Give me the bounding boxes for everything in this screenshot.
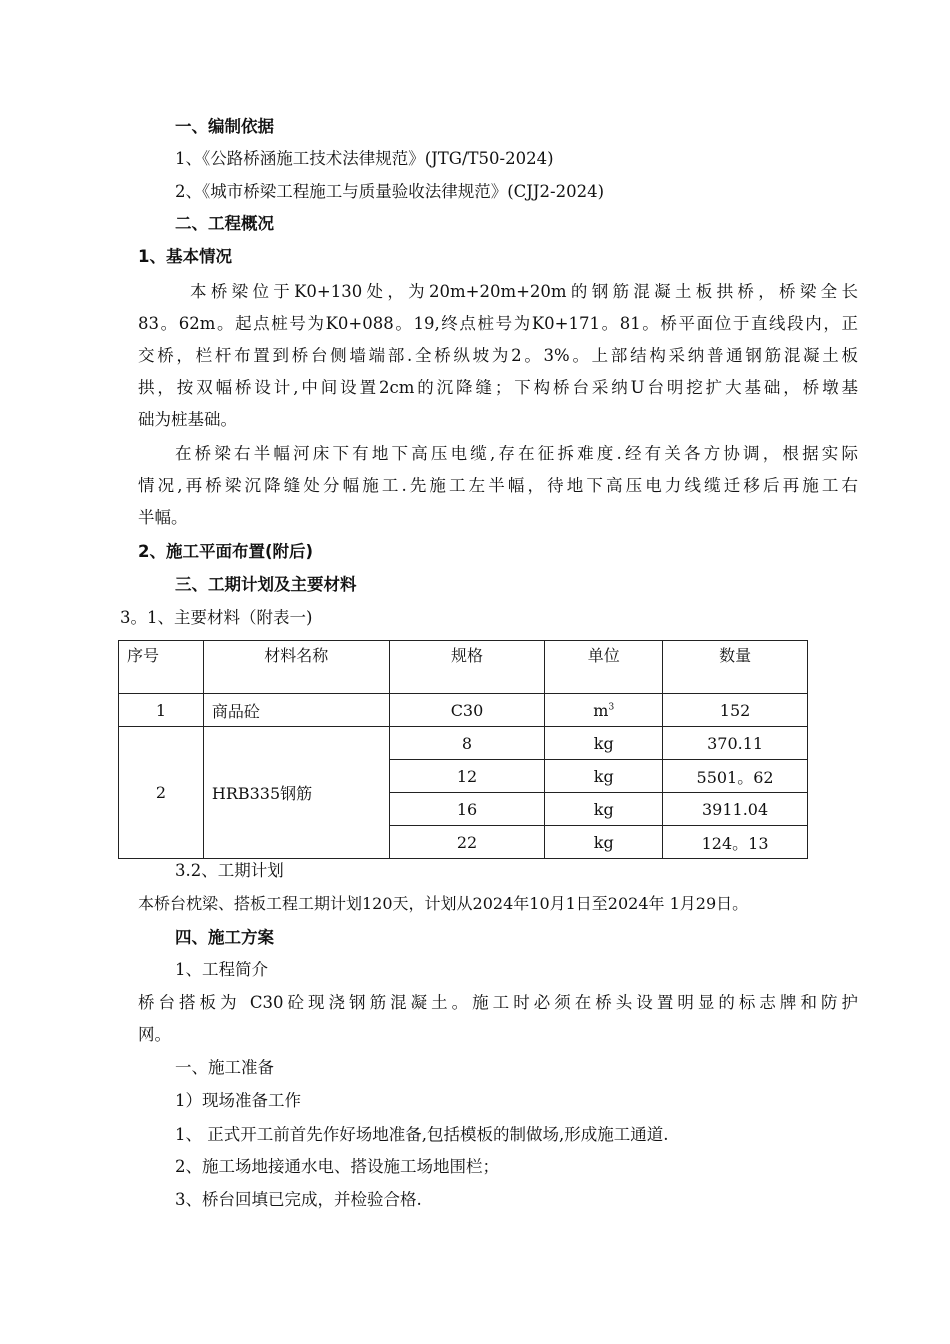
paragraph-1-line-5: 础为桩基础。 bbox=[138, 410, 237, 429]
row2-qty: 370.11 bbox=[663, 727, 808, 760]
paragraph-2-line-1: 在桥梁右半幅河床下有地下高压电缆,存在征拆难度.经有关各方协调，根据实际 bbox=[175, 444, 858, 463]
paragraph-2-line-3: 半幅。 bbox=[138, 508, 188, 527]
row2-spec: 8 bbox=[389, 727, 545, 760]
row2-no: 2 bbox=[119, 727, 204, 859]
header-qty: 数量 bbox=[663, 641, 808, 694]
row2-unit: kg bbox=[545, 760, 663, 793]
section-4-title: 四、施工方案 bbox=[175, 928, 274, 947]
row1-no: 1 bbox=[119, 694, 204, 727]
section-1-title: 一、编制依据 bbox=[175, 117, 274, 136]
preparation-item-1: 1、 正式开工前首先作好场地准备,包括模板的制做场,形成施工通道. bbox=[175, 1125, 669, 1144]
paragraph-2-line-2: 情况,再桥梁沉降缝处分幅施工.先施工左半幅，待地下高压电力线缆迁移后再施工右 bbox=[138, 476, 858, 495]
table-row bbox=[119, 727, 808, 760]
row1-qty: 152 bbox=[663, 694, 808, 727]
header-spec: 规格 bbox=[389, 641, 545, 694]
row2-unit: kg bbox=[545, 727, 663, 760]
section-3-title: 三、工期计划及主要材料 bbox=[175, 575, 357, 594]
preparation-item-2: 2、施工场地接通水电、搭设施工场地围栏； bbox=[175, 1157, 499, 1176]
reference-item-2: 2、《城市桥梁工程施工与质量验收法律规范》(CJJ2-2024) bbox=[175, 182, 605, 201]
section-2-title: 二、工程概况 bbox=[175, 214, 274, 233]
site-preparation-title: 1）现场准备工作 bbox=[175, 1091, 301, 1110]
header-unit: 单位 bbox=[545, 641, 663, 694]
schedule-text: 本桥台枕梁、搭板工程工期计划120天，计划从2024年10月1日至2024年 1月29日。 bbox=[138, 894, 749, 913]
row2-unit: kg bbox=[545, 826, 663, 859]
subsection-schedule: 3.2、工期计划 bbox=[175, 861, 284, 880]
row2-spec: 22 bbox=[389, 826, 545, 859]
subsection-site-layout: 2、施工平面布置(附后) bbox=[138, 542, 314, 561]
materials-table bbox=[118, 640, 808, 859]
subsection-basic-info: 1、基本情况 bbox=[138, 247, 232, 266]
row2-qty: 124。13 bbox=[663, 826, 808, 859]
row2-unit: kg bbox=[545, 793, 663, 826]
row2-spec: 16 bbox=[389, 793, 545, 826]
row2-spec: 12 bbox=[389, 760, 545, 793]
subsection-overview: 1、工程简介 bbox=[175, 960, 268, 979]
paragraph-1-line-1: 本桥梁位于K0+130处，为20m+20m+20m的钢筋混凝土板拱桥，桥梁全长 bbox=[190, 282, 858, 301]
overview-line-2: 网。 bbox=[138, 1025, 171, 1044]
row1-spec: C30 bbox=[389, 694, 545, 727]
paragraph-1-line-3: 交桥，栏杆布置到桥台侧墙端部.全桥纵坡为2。3%。上部结构采纳普通钢筋混凝土板 bbox=[138, 346, 858, 365]
overview-line-1: 桥台搭板为 C30砼现浇钢筋混凝土。施工时必须在桥头设置明显的标志牌和防护 bbox=[138, 993, 858, 1012]
header-no: 序号 bbox=[119, 641, 204, 694]
row2-qty: 5501。62 bbox=[663, 760, 808, 793]
header-name: 材料名称 bbox=[203, 641, 389, 694]
row2-name: HRB335钢筋 bbox=[203, 727, 389, 859]
subsection-materials: 3。1、主要材料（附表一) bbox=[120, 608, 313, 627]
row1-unit: $m^3$ bbox=[545, 694, 663, 727]
reference-item-1: 1、《公路桥涵施工技术法律规范》(JTG/T50-2024) bbox=[175, 149, 554, 168]
preparation-title: 一、施工准备 bbox=[175, 1058, 274, 1077]
paragraph-1-line-4: 拱，按双幅桥设计,中间设置2cm的沉降缝；下构桥台采纳U台明挖扩大基础，桥墩基 bbox=[138, 378, 858, 397]
preparation-item-3: 3、桥台回填已完成，并检验合格. bbox=[175, 1190, 422, 1209]
row2-qty: 3911.04 bbox=[663, 793, 808, 826]
table-row bbox=[119, 694, 808, 727]
table-header-row bbox=[119, 641, 808, 694]
row1-name: 商品砼 bbox=[203, 694, 389, 727]
paragraph-1-line-2: 83。62m。起点桩号为K0+088。19,终点桩号为K0+171。81。桥平面位于直线段内，正 bbox=[138, 314, 858, 333]
